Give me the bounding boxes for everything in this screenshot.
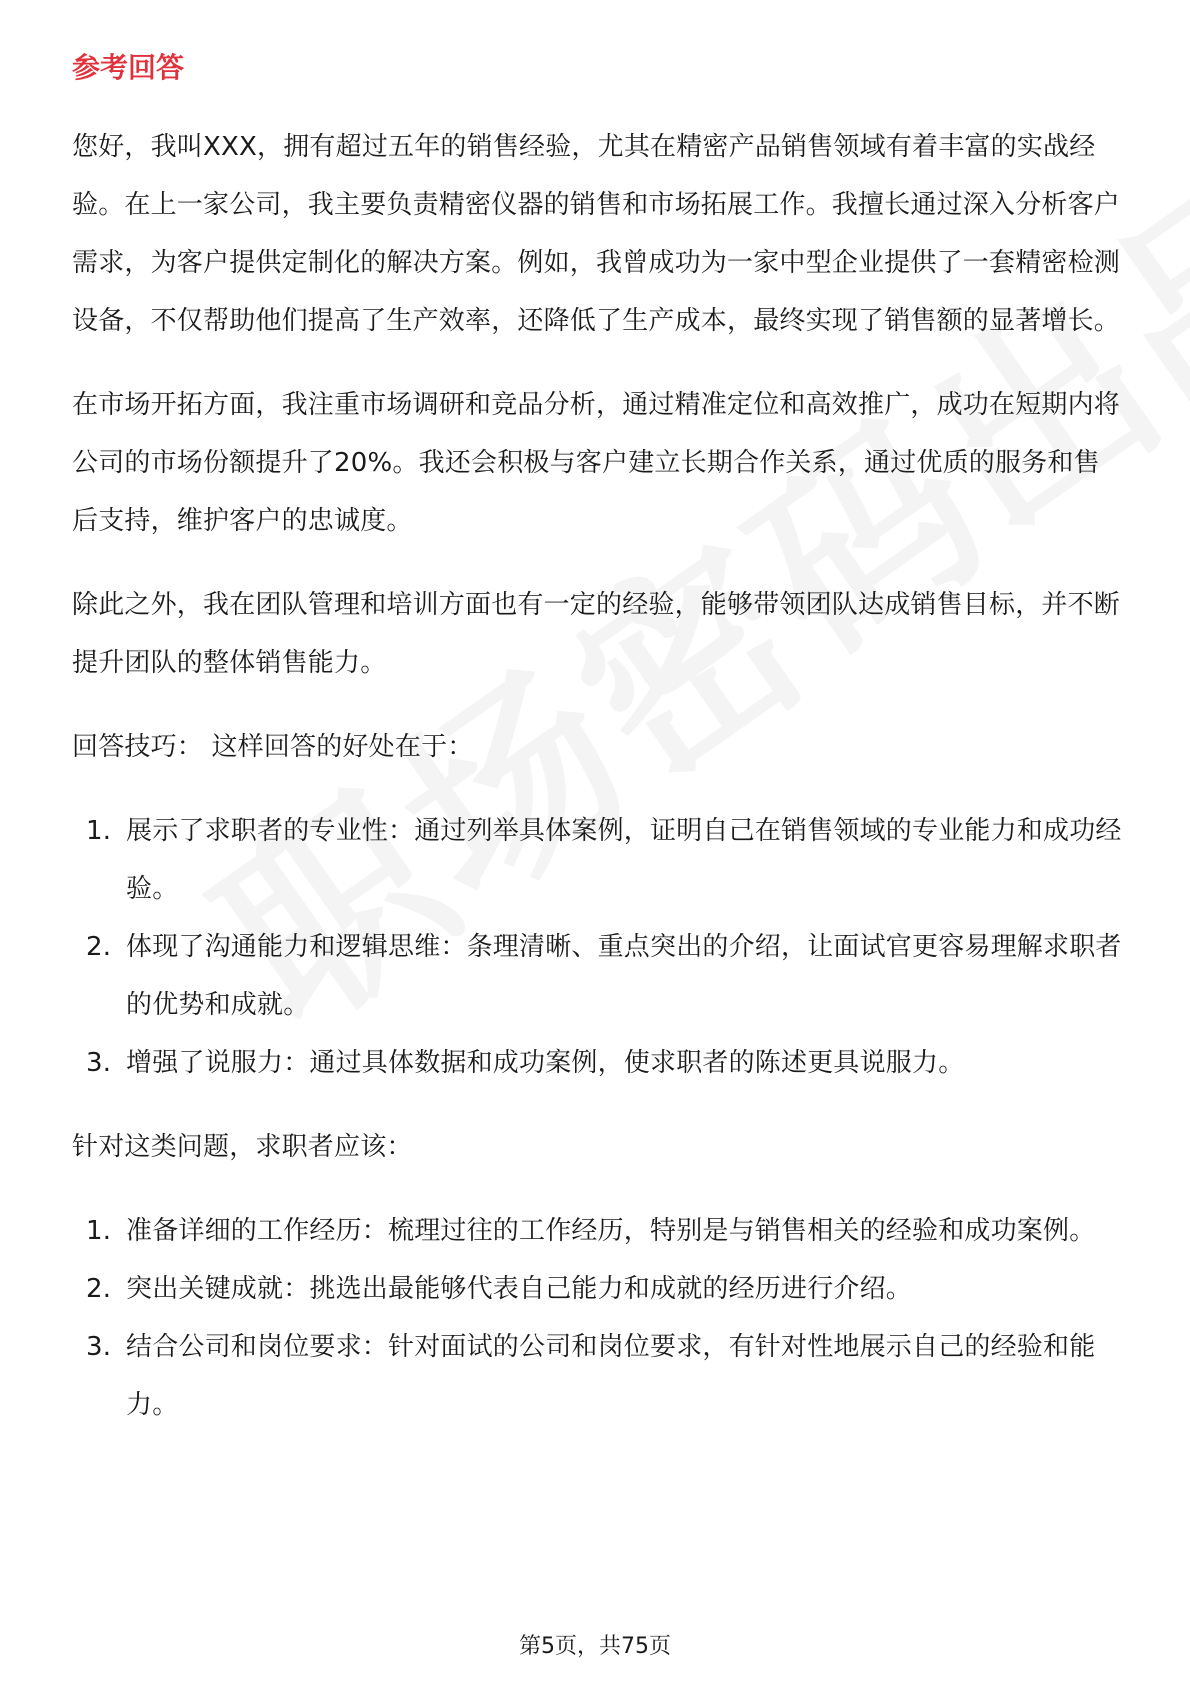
advice-intro: 针对这类问题，求职者应该：	[72, 1132, 413, 1162]
answer-paragraph-2: 在市场开拓方面，我注重市场调研和竞品分析，通过精准定位和高效推广，成功在短期内将公司的市场份额提升了20%。我还会积极与客户建立长期合作关系，通过优质的服务和售后支持，维护客户的忠诚度。	[72, 390, 1121, 536]
list-number: 1.	[86, 1216, 112, 1246]
list-number: 2.	[86, 1274, 112, 1304]
answer-paragraph-3: 除此之外，我在团队管理和培训方面也有一定的经验，能够带领团队达成销售目标，并不断提升团队的整体销售能力。	[72, 590, 1121, 678]
advice-list-item	[72, 1202, 1122, 1260]
list-number: 3.	[86, 1332, 112, 1362]
page-number-footer: 第5页，共75页	[519, 1634, 671, 1659]
list-item-text: 展示了求职者的专业性：通过列举具体案例，证明自己在销售领域的专业能力和成功经验。	[126, 816, 1122, 904]
list-item-text: 结合公司和岗位要求：针对面试的公司和岗位要求，有针对性地展示自己的经验和能力。	[126, 1332, 1096, 1420]
list-number: 3.	[86, 1048, 112, 1078]
list-item-text: 准备详细的工作经历：梳理过往的工作经历，特别是与销售相关的经验和成功案例。	[126, 1216, 1096, 1246]
tips-intro: 回答技巧： 这样回答的好处在于：	[72, 732, 474, 762]
advice-list-item	[72, 1318, 1122, 1434]
advice-list-item	[72, 1260, 1122, 1318]
list-item-text: 增强了说服力：通过具体数据和成功案例，使求职者的陈述更具说服力。	[126, 1048, 965, 1078]
list-number: 1.	[86, 816, 112, 846]
section-heading: 参考回答	[72, 51, 185, 84]
list-number: 2.	[86, 932, 112, 962]
tips-list-item	[72, 918, 1122, 1034]
advice-list	[72, 1202, 1122, 1434]
list-item-text: 突出关键成就：挑选出最能够代表自己能力和成就的经历进行介绍。	[126, 1274, 913, 1304]
tips-list-item	[72, 1034, 1122, 1092]
answer-paragraph-1: 您好，我叫XXX，拥有超过五年的销售经验，尤其在精密产品销售领域有着丰富的实战经验。在上一家公司，我主要负责精密仪器的销售和市场拓展工作。我擅长通过深入分析客户需求，为客户提供定制化的解决方案。例如，我曾成功为一家中型企业提供了一套精密检测设备，不仅帮助他们提高了生产效率，还降低了生产成本，最终实现了销售额的显著增长。	[72, 132, 1121, 336]
list-item-text: 体现了沟通能力和逻辑思维：条理清晰、重点突出的介绍，让面试官更容易理解求职者的优势和成就。	[126, 932, 1122, 1020]
tips-list	[72, 802, 1122, 1092]
tips-list-item	[72, 802, 1122, 918]
document-content	[72, 48, 1122, 1460]
